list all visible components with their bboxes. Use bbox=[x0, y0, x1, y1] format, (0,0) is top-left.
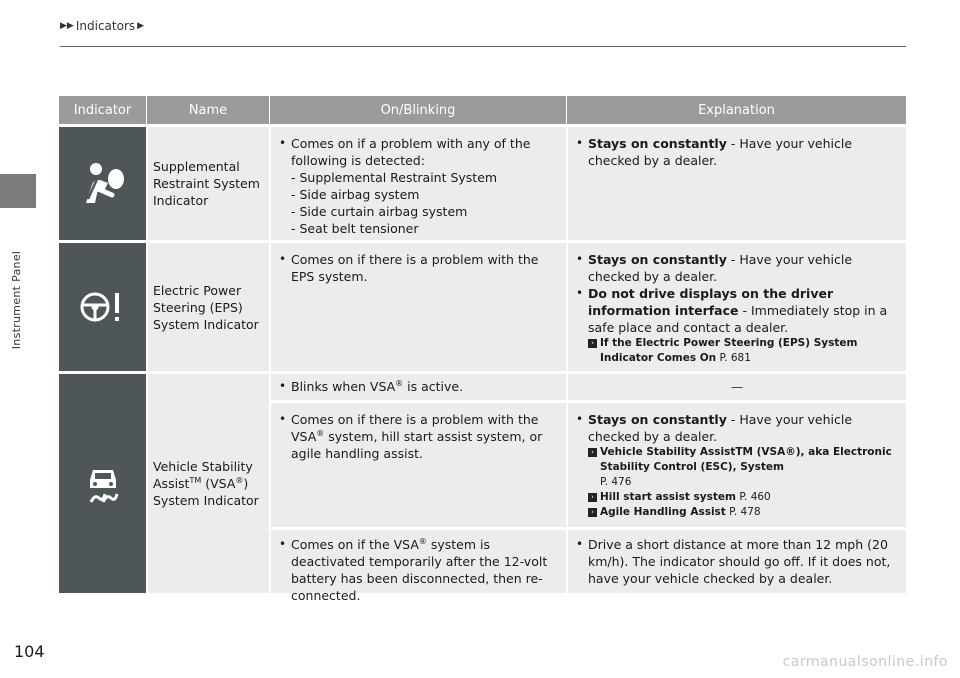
reference-arrow-icon: › bbox=[588, 339, 597, 348]
header-divider bbox=[60, 46, 906, 47]
eps-exp2-bold: Do not drive displays on the driver information interface bbox=[588, 286, 834, 318]
eps-exp2-text: - Immediately stop in a safe place and contact a dealer. bbox=[588, 303, 888, 335]
srs-explanation: • Stays on constantly - Have your vehicle checked by a dealer. bbox=[566, 127, 906, 245]
vsa-ref2-page: P. 460 bbox=[735, 491, 771, 503]
breadcrumb-arrow-icon: ▶▶ bbox=[60, 21, 74, 31]
vsa-ref3-page: P. 478 bbox=[725, 506, 761, 518]
vsa-ref3-title: Agile Handling Assist bbox=[600, 506, 726, 518]
srs-on-item: - Supplemental Restraint System bbox=[291, 170, 498, 185]
vsa-name-line1: Vehicle Stability bbox=[153, 459, 253, 474]
eps-on-text: Comes on if there is a problem with the EPS system. bbox=[291, 252, 539, 284]
indicator-table bbox=[59, 96, 906, 603]
vsa-ref1-page: P. 476 bbox=[600, 476, 632, 488]
header-indicator: Indicator bbox=[73, 102, 132, 118]
vsa-reference-link-3[interactable] bbox=[588, 505, 898, 520]
vsa-name-tm: TM bbox=[189, 475, 202, 485]
vsa-problem-text: Comes on if there is a problem with the VSA bbox=[291, 412, 539, 444]
watermark: carmanualsonline.info bbox=[782, 654, 948, 670]
table-row-srs bbox=[59, 127, 906, 240]
table-row-vsa bbox=[59, 374, 906, 603]
eps-ref-title: If the Electric Power Steering (EPS) System Indicator Comes On bbox=[600, 337, 858, 364]
eps-name: Electric Power Steering (EPS) System Indicator bbox=[146, 243, 269, 371]
vsa-sub-blink: • Blinks when VSA® is active. — bbox=[269, 374, 906, 400]
reg-mark: ® bbox=[418, 536, 427, 546]
vsa-name bbox=[146, 374, 269, 593]
vsa-sub-problem: • Comes on if there is a problem with the VSA® system, hill start assist system, or agile handling assist. • Stays on constantly - Have your vehicle checked by a dealer. › Vehicle Stability AssistTM (VSA®), aka Electronic Stability Control (ESC), System P. 476 › Hill start assist system P. 460 › Agile Handling Assist P. 478 bbox=[269, 403, 906, 527]
reference-arrow-icon: › bbox=[588, 493, 597, 502]
eps-exp1-bold: Stays on constantly bbox=[588, 252, 727, 267]
vsa-deact-text: Comes on if the VSA bbox=[291, 537, 419, 552]
srs-exp-bold: Stays on constantly bbox=[588, 136, 727, 151]
eps-reference-link[interactable] bbox=[588, 336, 898, 366]
table-header bbox=[59, 96, 906, 124]
vsa-exp-text: - Have your vehicle checked by a dealer. bbox=[588, 412, 853, 444]
reference-arrow-icon: › bbox=[588, 508, 597, 517]
breadcrumb-label[interactable]: Indicators bbox=[75, 19, 136, 33]
section-tab-marker bbox=[0, 174, 36, 208]
eps-ref-page: P. 681 bbox=[716, 352, 751, 364]
vsa-name-vsa: (VSA bbox=[201, 476, 236, 491]
srs-on-blinking: • Comes on if a problem with any of the following is detected: - Supplemental Restraint System - Side airbag system - Side curtain airbag system - Seat belt tensioner bbox=[269, 127, 566, 245]
srs-on-item: - Seat belt tensioner bbox=[291, 221, 419, 236]
header-name: Name bbox=[146, 96, 269, 124]
steering-wheel-warning-icon bbox=[59, 243, 146, 371]
breadcrumb-arrow-icon: ▶ bbox=[137, 21, 145, 31]
vsa-name-close: ) bbox=[243, 476, 249, 491]
table-row-eps bbox=[59, 243, 906, 371]
vsa-blink-text: Blinks when VSA bbox=[291, 379, 396, 394]
breadcrumb bbox=[60, 19, 144, 33]
eps-explanation: • Stays on constantly - Have your vehicle checked by a dealer. • Do not drive displays on the driver information interface - Immediately stop in a safe place and contact a dealer. › If the Electric Power Steering (EPS) System Indicator Comes On P. 681 bbox=[566, 243, 906, 374]
srs-exp-text: - Have your vehicle checked by a dealer. bbox=[588, 136, 853, 168]
vsa-ref1-title: Vehicle Stability AssistTM (VSA®), aka Electronic Stability Control (ESC), System bbox=[600, 446, 892, 473]
vsa-exp-bold: Stays on constantly bbox=[588, 412, 727, 427]
section-side-label: Instrument Panel bbox=[10, 250, 23, 350]
header-on-blinking: On/Blinking bbox=[269, 96, 566, 124]
vsa-ref2-title: Hill start assist system bbox=[600, 491, 736, 503]
header-explanation: Explanation bbox=[566, 96, 906, 124]
vsa-sub-deactivated: • Comes on if the VSA® system is deactivated temporarily after the 12-volt battery has been disconnected, then re-connected. • Drive a short distance at more than 12 mph (20 km/h). The indicator should go off. If it does not, have your vehicle checked by a dealer. bbox=[269, 530, 906, 593]
page-number: 104 bbox=[14, 642, 45, 661]
vsa-name-assist: Assist bbox=[153, 476, 190, 491]
reg-mark: ® bbox=[316, 428, 325, 438]
vsa-reference-link-2[interactable] bbox=[588, 490, 898, 505]
eps-on-blinking: • Comes on if there is a problem with the EPS system. bbox=[269, 243, 566, 374]
vsa-name-line3: System Indicator bbox=[153, 493, 259, 508]
vsa-deact-text-end: system is deactivated temporarily after the 12-volt battery has been disconnected, then re-connected. bbox=[291, 537, 548, 603]
srs-on-intro: Comes on if a problem with any of the following is detected: bbox=[291, 136, 531, 168]
srs-on-item: - Side curtain airbag system bbox=[291, 204, 468, 219]
srs-name: Supplemental Restraint System Indicator bbox=[146, 127, 269, 240]
skidding-car-icon bbox=[59, 374, 146, 593]
vsa-problem-text-end: system, hill start assist system, or agile handling assist. bbox=[291, 429, 543, 461]
vsa-blink-explanation: — bbox=[566, 374, 906, 400]
airbag-person-icon bbox=[59, 127, 146, 240]
srs-on-item: - Side airbag system bbox=[291, 187, 420, 202]
reference-arrow-icon: › bbox=[588, 448, 597, 457]
vsa-deact-explanation: Drive a short distance at more than 12 mph (20 km/h). The indicator should go off. If it does not, have your vehicle checked by a dealer. bbox=[588, 537, 891, 586]
vsa-blink-text-end: is active. bbox=[403, 379, 464, 394]
eps-exp1-text: - Have your vehicle checked by a dealer. bbox=[588, 252, 853, 284]
vsa-name-reg: ® bbox=[235, 475, 244, 485]
reg-mark: ® bbox=[395, 378, 404, 388]
vsa-reference-link-1[interactable] bbox=[588, 445, 898, 490]
